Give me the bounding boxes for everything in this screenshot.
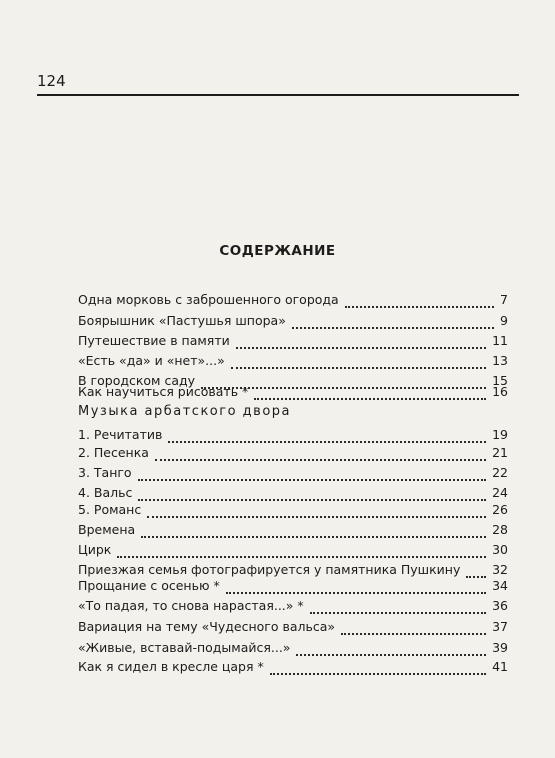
toc-entry-page: 24 <box>492 485 508 500</box>
leader-dots <box>141 527 486 538</box>
toc-entry-title: 3. Танго <box>78 465 132 480</box>
toc-entry-title: Вариация на тему «Чудесного вальса» <box>78 619 336 634</box>
toc-entry <box>78 659 508 679</box>
toc-entry-title: Приезжая семья фотографируется у памятника Пушкину <box>78 562 461 577</box>
leader-dots <box>296 645 486 656</box>
toc-entry <box>78 427 508 447</box>
leader-dots <box>310 603 486 614</box>
toc-entry-title: Путешествие в памяти <box>78 333 230 348</box>
leader-dots <box>226 583 486 594</box>
leader-dots <box>236 338 486 349</box>
toc-entry-title: 1. Речитатив <box>78 427 163 442</box>
toc-entry-title: 2. Песенка <box>78 445 149 460</box>
toc-entry-page: 19 <box>492 427 508 442</box>
toc-entry-page: 7 <box>500 292 508 307</box>
toc-entry <box>78 313 508 333</box>
toc-entry <box>78 598 508 618</box>
leader-dots <box>138 490 486 501</box>
toc-entry-title: «Живые, вставай-подымайся...» <box>78 640 291 655</box>
leader-dots <box>138 470 487 481</box>
leader-dots <box>292 318 494 329</box>
toc-entry-page: 21 <box>492 445 508 460</box>
toc-entry-page: 13 <box>492 353 508 368</box>
toc-entry-page: 9 <box>500 313 508 328</box>
toc-entry-page: 22 <box>492 465 508 480</box>
toc-entry-page: 11 <box>492 333 508 348</box>
toc-entry-page: 39 <box>492 640 508 655</box>
toc-entry <box>78 542 508 562</box>
toc-entry-title: Времена <box>78 522 136 537</box>
leader-dots <box>231 358 486 369</box>
toc-entry <box>78 619 508 639</box>
toc-entry-page: 16 <box>492 384 508 399</box>
toc-entry-title: «Есть «да» и «нет»...» <box>78 353 225 368</box>
leader-dots <box>168 432 486 443</box>
toc-section-title: Музыка арбатского двора <box>78 404 292 419</box>
toc-entry-page: 15 <box>492 373 508 388</box>
toc-entry-page: 37 <box>492 619 508 634</box>
toc-entry <box>78 384 508 404</box>
toc-entry <box>78 333 508 353</box>
toc-entry-page: 41 <box>492 659 508 674</box>
toc-entry-page: 34 <box>492 578 508 593</box>
toc-entry-title: Прощание с осенью * <box>78 578 220 593</box>
leader-dots <box>345 297 494 308</box>
toc-entry-page: 36 <box>492 598 508 613</box>
toc-entry-page: 30 <box>492 542 508 557</box>
toc-entry <box>78 353 508 373</box>
toc-entry-page: 26 <box>492 502 508 517</box>
leader-dots <box>147 507 486 518</box>
toc-entry-title: Одна морковь с заброшенного огорода <box>78 292 339 307</box>
toc-entry-title: В городском саду <box>78 373 196 388</box>
toc-entry-title: Боярышник «Пастушья шпора» <box>78 313 286 328</box>
toc-entry-title: Цирк <box>78 542 112 557</box>
toc-entry <box>78 292 508 312</box>
leader-dots <box>270 664 486 675</box>
toc-entry <box>78 445 508 465</box>
toc-entry <box>78 640 508 660</box>
header-rule <box>37 94 519 96</box>
page-number: 124 <box>37 72 66 90</box>
leader-dots <box>341 624 486 635</box>
toc-entry-title: 5. Романс <box>78 502 142 517</box>
toc-entry <box>78 502 508 522</box>
leader-dots <box>466 567 486 578</box>
toc-entry-title: 4. Вальс <box>78 485 133 500</box>
toc-entry-page: 32 <box>492 562 508 577</box>
leader-dots <box>117 547 486 558</box>
toc-entry-title: «То падая, то снова нарастая...» * <box>78 598 304 613</box>
leader-dots <box>254 389 486 400</box>
leader-dots <box>155 450 486 461</box>
toc-entry-title: Как научиться рисовать * <box>78 384 249 399</box>
toc-title: СОДЕРЖАНИЕ <box>219 243 336 259</box>
toc-entry-page: 28 <box>492 522 508 537</box>
toc-entry <box>78 578 508 598</box>
toc-entry-title: Как я сидел в кресле царя * <box>78 659 264 674</box>
toc-entry <box>78 522 508 542</box>
toc-entry <box>78 465 508 485</box>
